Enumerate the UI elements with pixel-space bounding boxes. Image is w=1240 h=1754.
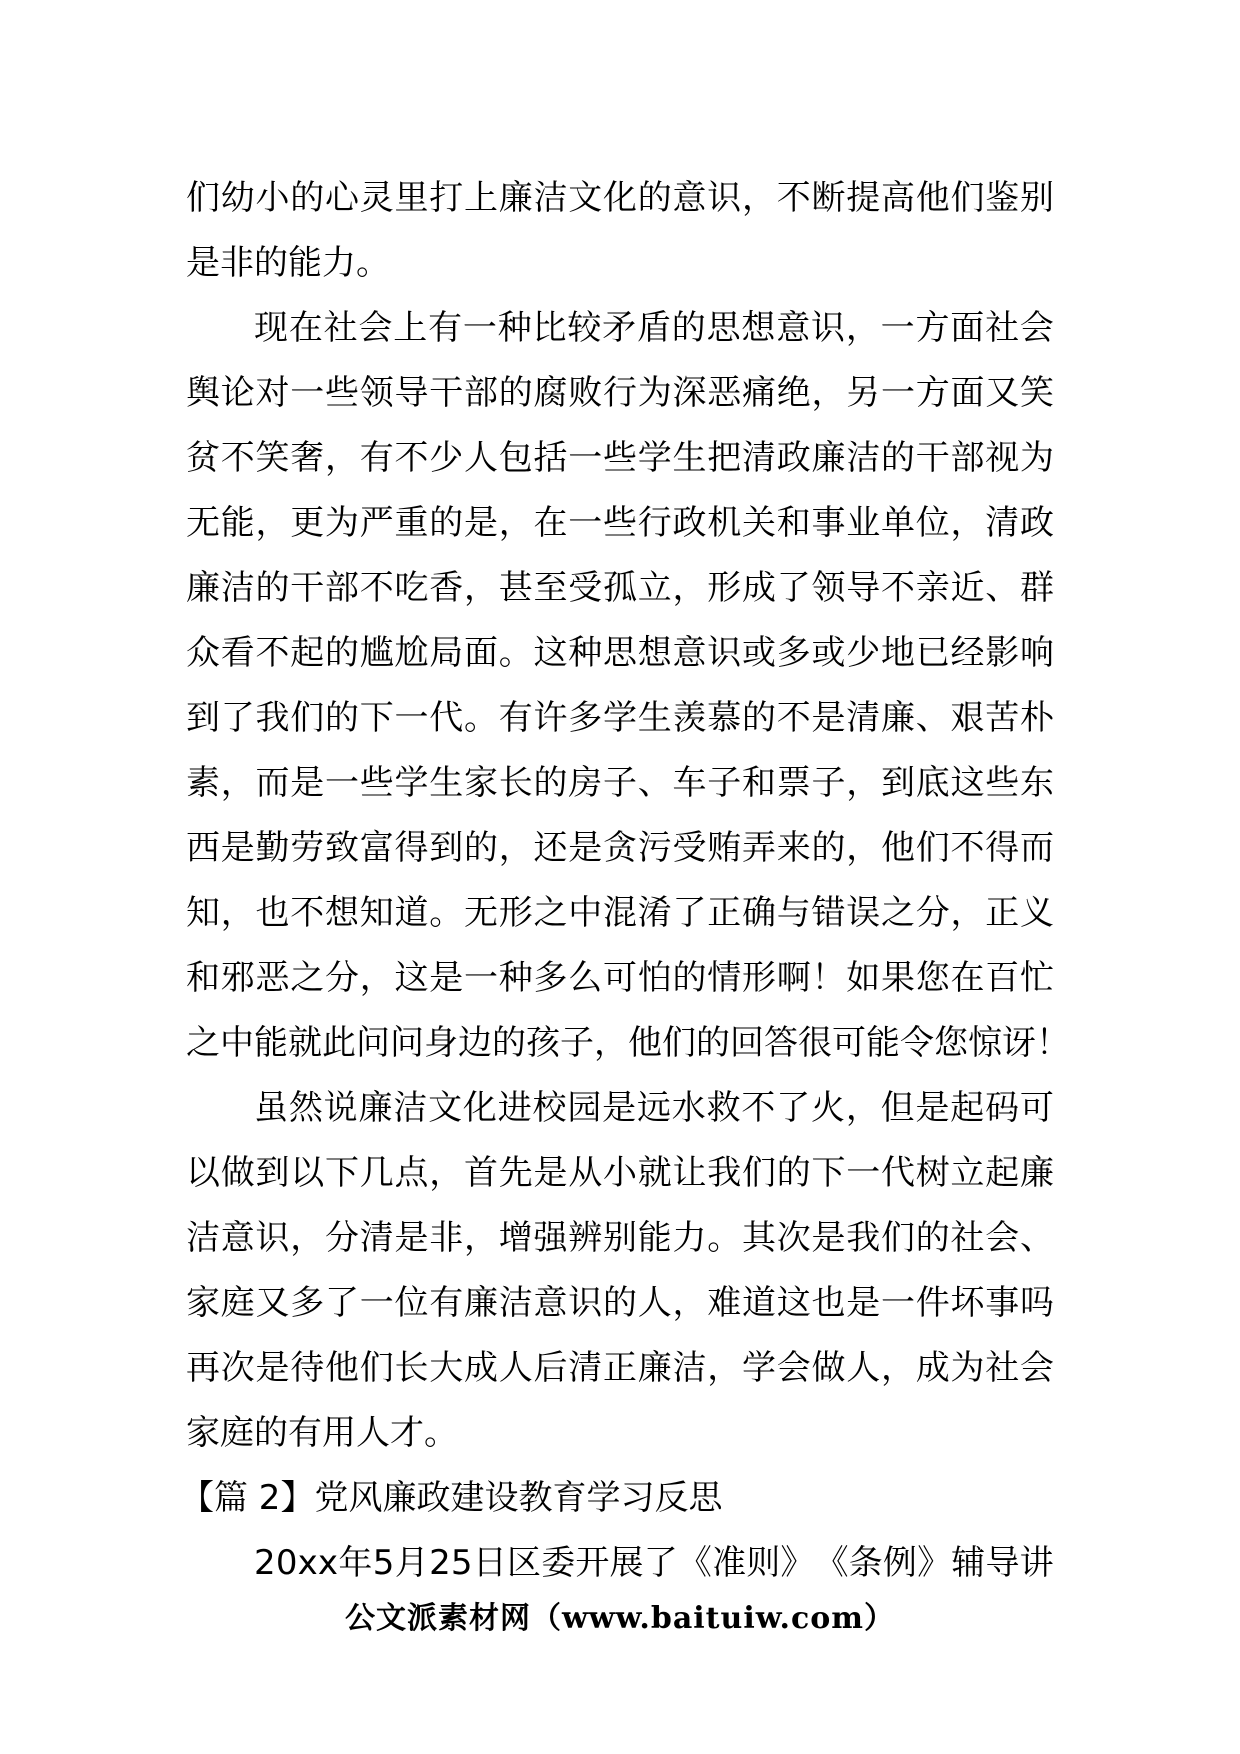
text-line: 到 了 我 们 的 下 一 代 。 有 许 多 学 生 羡 慕 的 不 是 清 廉 、 艰 苦 朴 (186, 698, 1054, 738)
body-text (180, 166, 1070, 1596)
text-line: 现 在 社 会 上 有 一 种 比 较 矛 盾 的 思 想 意 识 ， 一 方 面 社 会 (254, 308, 1054, 348)
text-line: 素 ， 而 是 一 些 学 生 家 长 的 房 子 、 车 子 和 票 子 ， 到 底 这 些 东 (186, 763, 1054, 803)
text-line: 和 邪 恶 之 分 ， 这 是 一 种 多 么 可 怕 的 情 形 啊 ！ 如 果 您 在 百 忙 (186, 958, 1054, 998)
text-line: 们 幼 小 的 心 灵 里 打 上 廉 洁 文 化 的 意 识 ， 不 断 提 高 他 们 鉴 别 (186, 178, 1054, 218)
text-line: 家 庭 又 多 了 一 位 有 廉 洁 意 识 的 人 ， 难 道 这 也 是 一 件 坏 事 吗 (186, 1283, 1054, 1323)
text-line: 廉 洁 的 干 部 不 吃 香 ， 甚 至 受 孤 立 ， 形 成 了 领 导 不 亲 近 、 群 (186, 568, 1054, 608)
footer-watermark: 公文派素材网（www.baituiw.com） (344, 1601, 896, 1636)
text-line: 西 是 勤 劳 致 富 得 到 的 ， 还 是 贪 污 受 贿 弄 来 的 ， 他 们 不 得 而 (186, 828, 1054, 868)
text-line: 是非的能力。 (186, 243, 390, 283)
text-line: 虽 然 说 廉 洁 文 化 进 校 园 是 远 水 救 不 了 火 ， 但 是 起 码 可 (254, 1088, 1054, 1128)
text-line: 以 做 到 以 下 几 点 ， 首 先 是 从 小 就 让 我 们 的 下 一 代 树 立 起 廉 (186, 1153, 1054, 1193)
text-line: 知 ， 也 不 想 知 道 。 无 形 之 中 混 淆 了 正 确 与 错 误 之 分 ， 正 义 (186, 893, 1054, 933)
text-line: 家庭的有用人才。 (186, 1413, 458, 1453)
text-line: 众 看 不 起 的 尴 尬 局 面 。 这 种 思 想 意 识 或 多 或 少 地 已 经 影 响 (186, 633, 1054, 673)
text-line: 无 能 ， 更 为 严 重 的 是 ， 在 一 些 行 政 机 关 和 事 业 单 位 ， 清 政 (186, 503, 1054, 543)
text-line: 舆 论 对 一 些 领 导 干 部 的 腐 败 行 为 深 恶 痛 绝 ， 另 一 方 面 又 笑 (186, 373, 1054, 413)
text-line: 再 次 是 待 他 们 长 大 成 人 后 清 正 廉 洁 ， 学 会 做 人 ， 成 为 社 会 (186, 1348, 1054, 1388)
text-line: 洁 意 识 ， 分 清 是 非 ， 增 强 辨 别 能 力 。 其 次 是 我 们 的 社 会 、 (186, 1218, 1054, 1258)
text-line: 之 中 能 就 此 问 问 身 边 的 孩 子 ， 他 们 的 回 答 很 可 能 令 您 惊 讶 ！ (186, 1023, 1070, 1063)
section-heading: 【篇 2】党风廉政建设教育学习反思 (180, 1478, 723, 1518)
text-line: 2 0 x x 年 5 月 2 5 日 区 委 开 展 了 《 准 则 》 《 条 例 》 辅 导 讲 (254, 1543, 1054, 1583)
text-line: 贫 不 笑 奢 ， 有 不 少 人 包 括 一 些 学 生 把 清 政 廉 洁 的 干 部 视 为 (186, 438, 1054, 478)
